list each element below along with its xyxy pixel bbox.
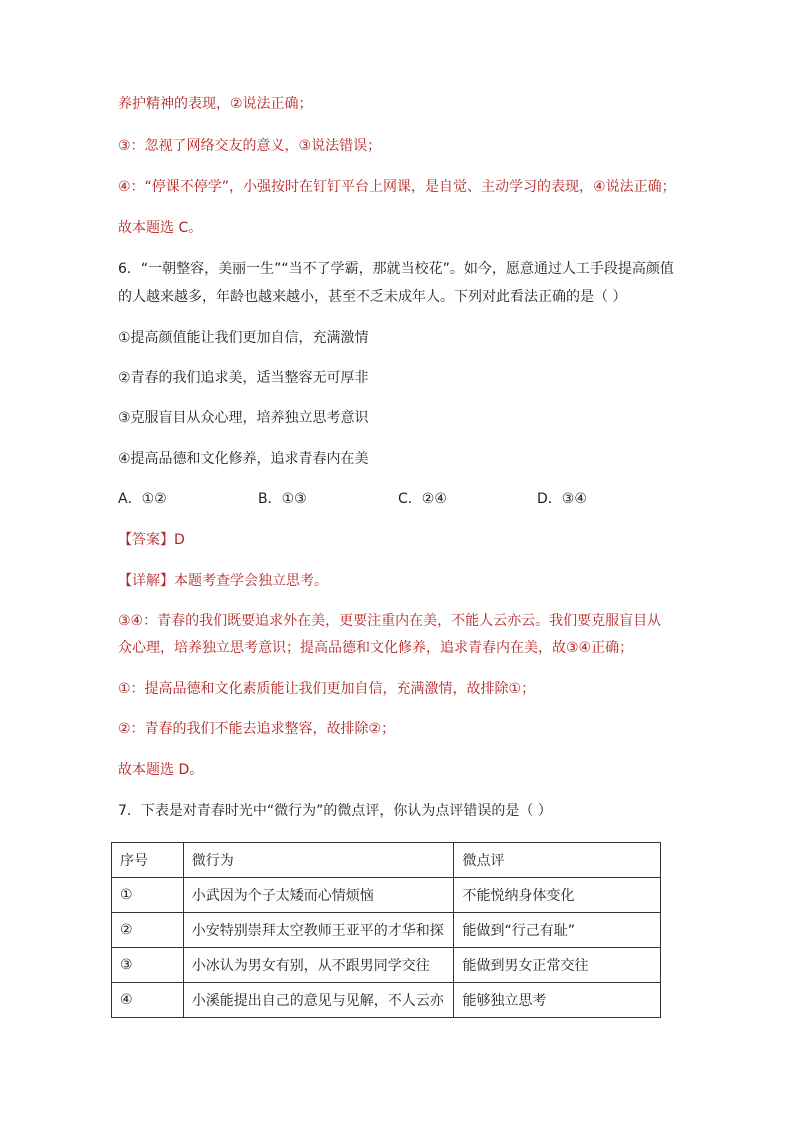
prev-explanation-line-3: ④：“停课不停学”，小强按时在钉钉平台上网课，是自觉、主动学习的表现，④说法正确；	[118, 179, 676, 195]
q6-conclusion: 故本题选 D。	[118, 762, 204, 778]
q6-detail	[118, 571, 328, 591]
table-cell: 能够独立思考	[454, 983, 661, 1018]
detail-label: 【详解】	[118, 573, 174, 589]
table-cell: 能做到男女正常交往	[454, 948, 661, 983]
table-header-cell: 序号	[112, 843, 184, 878]
q6-statement-2: ②青春的我们追求美，适当整容无可厚非	[118, 370, 369, 386]
q6-option-a: A．①②	[118, 491, 167, 507]
table-cell: ④	[112, 983, 184, 1018]
table-row	[112, 878, 661, 913]
q6-option-d: D．③④	[537, 491, 587, 507]
q6-option-c: C．②④	[398, 491, 447, 507]
table-header-cell: 微行为	[183, 843, 454, 878]
evaluation-table	[111, 842, 661, 1018]
table-cell: ①	[112, 878, 184, 913]
prev-explanation-line-2: ③：忽视了网络交友的意义，③说法错误；	[118, 138, 382, 154]
q6-explanation-3: ②：青春的我们不能去追求整容，故排除②；	[118, 721, 396, 737]
table-cell: 小冰认为男女有别，从不跟男同学交往	[183, 948, 454, 983]
table-cell: 不能悦纳身体变化	[454, 878, 661, 913]
q6-statement-4: ④提高品德和文化修养，追求青春内在美	[118, 451, 369, 467]
q6-statement-3: ③克服盲目从众心理，培养独立思考意识	[118, 410, 369, 426]
q6-answer	[118, 530, 185, 550]
table-cell: ②	[112, 913, 184, 948]
table-cell: 小溪能提出自己的意见与见解，不人云亦	[183, 983, 454, 1018]
q6-explanation-1-line-1: ③④：青春的我们既要追求外在美，更要注重内在美，不能人云亦云。我们要克服盲目从	[118, 613, 662, 629]
table-header-row	[112, 843, 661, 878]
table-cell: ③	[112, 948, 184, 983]
table-header-cell: 微点评	[454, 843, 661, 878]
detail-text: 本题考查学会独立思考。	[174, 573, 328, 589]
table-cell: 小武因为个子太矮而心情烦恼	[183, 878, 454, 913]
table-cell: 小安特别崇拜太空教师王亚平的才华和探	[183, 913, 454, 948]
answer-label: 【答案】	[118, 532, 174, 548]
q6-explanation-2: ①：提高品德和文化素质能让我们更加自信，充满激情，故排除①；	[118, 681, 536, 697]
table-cell: 能做到“行己有耻”	[454, 913, 661, 948]
table-row	[112, 913, 661, 948]
answer-value: D	[174, 532, 185, 548]
q6-statement-1: ①提高颜值能让我们更加自信，充满激情	[118, 330, 369, 346]
table-row	[112, 983, 661, 1018]
q6-stem-line-1: 6．“一朝整容，美丽一生”“当不了学霸，那就当校花”。如今，愿意通过人工手段提高颜值	[118, 261, 674, 277]
q6-stem-line-2: 的人越来越多，年龄也越来越小，甚至不乏未成年人。下列对此看法正确的是（ ）	[118, 289, 627, 305]
q6-option-b: B．①③	[258, 491, 307, 507]
q6-explanation-1-line-2: 众心理，培养独立思考意识；提高品德和文化修养，追求青春内在美，故③④正确；	[118, 640, 634, 656]
prev-conclusion: 故本题选 C。	[118, 220, 203, 236]
prev-explanation-line-1: 养护精神的表现，②说法正确；	[118, 96, 313, 112]
q7-stem: 7．下表是对青春时光中“微行为”的微点评，你认为点评错误的是（ ）	[118, 803, 552, 819]
table-row	[112, 948, 661, 983]
